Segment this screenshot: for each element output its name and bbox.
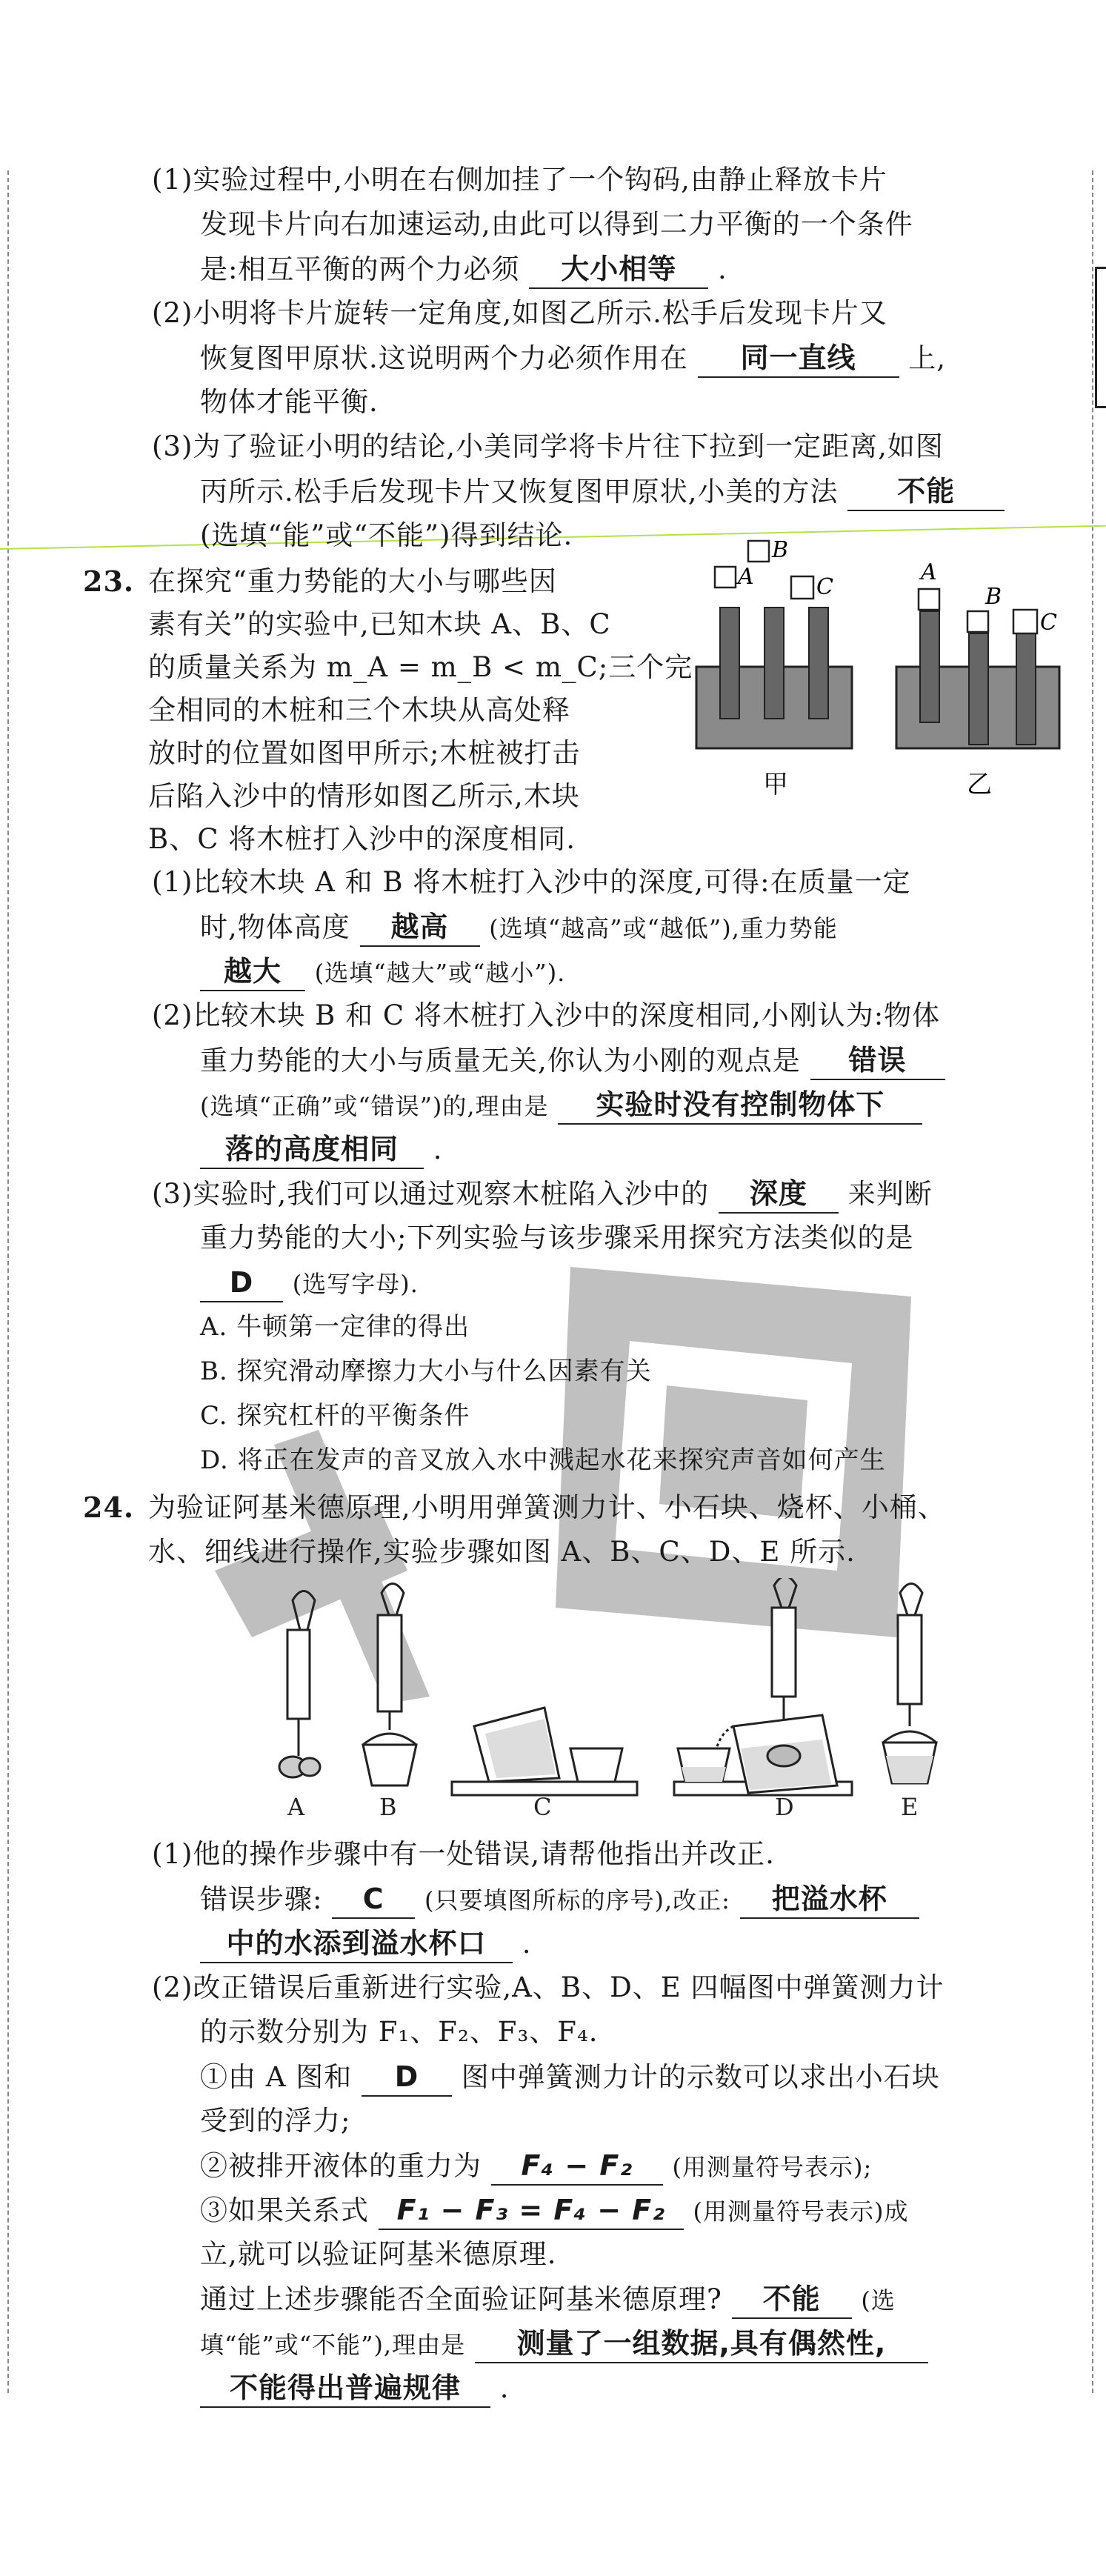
q23-p2-line3 bbox=[200, 1086, 922, 1125]
q23-p2-line4 bbox=[200, 1131, 443, 1169]
jia-label-C: C bbox=[816, 574, 833, 600]
q23-p1-note2: (选填“越大”或“越小”). bbox=[314, 959, 566, 987]
q24-p1-line1: (1)他的操作步骤中有一处错误,请帮他指出并改正. bbox=[152, 1838, 775, 1870]
q23-p2-text: 重力势能的大小与质量无关,你认为小刚的观点是 bbox=[200, 1045, 801, 1076]
q22-p3-text: 丙所示.松手后发现卡片又恢复图甲原状,小美的方法 bbox=[200, 476, 839, 507]
q24-p2-step3b: 立,就可以验证阿基米德原理. bbox=[200, 2238, 557, 2270]
q24-answer-5[interactable]: F₁ − F₃ = F₄ − F₂ bbox=[379, 2191, 684, 2230]
q24-p2-step1 bbox=[200, 2058, 940, 2097]
q23-p1-line3 bbox=[200, 953, 565, 991]
q24-step2-text: ②被排开液体的重力为 bbox=[200, 2150, 482, 2182]
q23-p1-line2 bbox=[200, 908, 838, 947]
q24-step1-text: ①由 A 图和 bbox=[200, 2061, 353, 2093]
q23-p3-text1: (3)实验时,我们可以通过观察木桩陷入沙中的 bbox=[152, 1178, 710, 1210]
fig-label-A: A bbox=[287, 1793, 305, 1821]
q23-answer-6[interactable]: D bbox=[200, 1264, 283, 1302]
q24-stem-2: 水、细线进行操作,实验步骤如图 A、B、C、D、E 所示. bbox=[148, 1536, 856, 1568]
figure-C bbox=[452, 1708, 637, 1821]
yi-label-A: A bbox=[921, 559, 937, 585]
q24-step1-text2: 图中弹簧测力计的示数可以求出小石块 bbox=[461, 2061, 940, 2093]
q24-p2-step2 bbox=[200, 2147, 872, 2186]
fig-label-D: D bbox=[775, 1793, 794, 1821]
q22-answer-3[interactable]: 不能 bbox=[847, 473, 1005, 511]
q24-p1-line3 bbox=[200, 1925, 532, 1963]
q22-p1-line3 bbox=[200, 250, 727, 289]
yi-label-B: B bbox=[985, 584, 1002, 610]
q24-answer-6[interactable]: 不能 bbox=[732, 2280, 852, 2319]
q22-p2-line2 bbox=[200, 339, 946, 378]
q23-answer-1[interactable]: 越高 bbox=[360, 908, 480, 947]
q23-option-b: B. 探究滑动摩擦力大小与什么因素有关 bbox=[200, 1357, 652, 1386]
q24-p2-step1b: 受到的浮力; bbox=[200, 2105, 351, 2137]
q24-p1-line2 bbox=[200, 1880, 919, 1919]
binding-edge-right bbox=[1092, 170, 1093, 2393]
q24-answer-4[interactable]: F₄ − F₂ bbox=[491, 2147, 663, 2186]
q24-conclusion-end: . bbox=[499, 2372, 510, 2404]
q24-answer-3[interactable]: D bbox=[362, 2058, 452, 2097]
fig-label-C: C bbox=[533, 1793, 552, 1821]
q22-p3-line2 bbox=[200, 473, 1005, 511]
q24-number: 24. bbox=[83, 1491, 135, 1524]
q24-answer-2a[interactable]: 把溢水杯 bbox=[740, 1880, 919, 1919]
q23-p2-line1: (2)比较木块 B 和 C 将木桩打入沙中的深度相同,小刚认为:物体 bbox=[152, 999, 941, 1031]
fig-label-B: B bbox=[379, 1793, 397, 1821]
q23-p3-line1 bbox=[152, 1175, 933, 1214]
q24-p2-conclusion3 bbox=[200, 2369, 510, 2408]
q23-p2-line2 bbox=[200, 1042, 945, 1080]
q23-p1-note1: (选填“越高”或“越低”),重力势能 bbox=[489, 914, 838, 942]
figure-A bbox=[279, 1591, 320, 1822]
q24-step3-note: (用测量符号表示)成 bbox=[693, 2197, 909, 2226]
q24-answer-2b[interactable]: 中的水添到溢水杯口 bbox=[200, 1925, 513, 1963]
q22-p1-line2: 发现卡片向右加速运动,由此可以得到二力平衡的一个条件 bbox=[200, 208, 913, 240]
q22-answer-2[interactable]: 同一直线 bbox=[698, 339, 899, 378]
q22-p3-line1: (3)为了验证小明的结论,小美同学将卡片往下拉到一定距离,如图 bbox=[152, 430, 944, 462]
q23-stem-1: 在探究“重力势能的大小与哪些因 bbox=[148, 565, 557, 597]
figure-label-yi: 乙 bbox=[967, 770, 992, 799]
q24-answer-7b[interactable]: 不能得出普遍规律 bbox=[200, 2369, 490, 2408]
q23-p3-line3 bbox=[200, 1264, 419, 1302]
q22-p1-line1: (1)实验过程中,小明在右侧加挂了一个钩码,由静止释放卡片 bbox=[152, 164, 887, 196]
q22-p1-end: . bbox=[718, 253, 727, 285]
binding-edge-left bbox=[7, 170, 9, 2393]
q24-p2-conclusion2 bbox=[200, 2325, 928, 2363]
q24-p1-end: . bbox=[522, 1928, 532, 1960]
fig-label-E: E bbox=[901, 1793, 919, 1821]
q23-figure bbox=[682, 533, 1082, 815]
q23-answer-4b[interactable]: 落的高度相同 bbox=[200, 1131, 424, 1169]
yi-label-C: C bbox=[1040, 610, 1057, 636]
q24-conclusion-note2: 填“能”或“不能”),理由是 bbox=[200, 2331, 466, 2359]
page-tab-mark bbox=[1095, 267, 1106, 408]
q23-answer-4a[interactable]: 实验时没有控制物体下 bbox=[558, 1086, 922, 1125]
q23-stem-4: 全相同的木桩和三个木块从高处释 bbox=[148, 694, 570, 726]
q24-conclusion-text: 通过上述步骤能否全面验证阿基米德原理? bbox=[200, 2283, 722, 2315]
q24-p2-line1: (2)改正错误后重新进行实验,A、B、D、E 四幅图中弹簧测力计 bbox=[152, 1971, 945, 2003]
q23-stem-5: 放时的位置如图甲所示;木桩被打击 bbox=[148, 737, 581, 769]
q22-p1-text: 是:相互平衡的两个力必须 bbox=[200, 253, 520, 285]
q22-answer-1[interactable]: 大小相等 bbox=[529, 250, 708, 289]
q23-stem-7: B、C 将木桩打入沙中的深度相同. bbox=[148, 823, 576, 855]
q22-p2-line1: (2)小明将卡片旋转一定角度,如图乙所示.松手后发现卡片又 bbox=[152, 297, 887, 329]
q22-p3-line3: (选填“能”或“不能”)得到结论. bbox=[200, 519, 573, 551]
figure-D bbox=[674, 1578, 852, 1821]
q24-stem-1: 为验证阿基米德原理,小明用弹簧测力计、小石块、烧杯、小桶、 bbox=[148, 1491, 946, 1523]
figure-jia bbox=[696, 537, 852, 799]
q23-stem-6: 后陷入沙中的情形如图乙所示,木块 bbox=[148, 780, 580, 812]
q23-p3-note: (选写字母). bbox=[292, 1270, 419, 1298]
q23-p2-note: (选填“正确”或“错误”)的,理由是 bbox=[200, 1092, 549, 1120]
q24-p1-note: (只要填图所标的序号),改正: bbox=[424, 1886, 730, 1914]
q24-p1-text: 错误步骤: bbox=[200, 1883, 323, 1915]
q24-p2-conclusion1 bbox=[200, 2280, 896, 2319]
q23-stem-3: 的质量关系为 m_A = m_B < m_C;三个完 bbox=[148, 651, 693, 683]
q24-p2-line2: 的示数分别为 F₁、F₂、F₃、F₄. bbox=[200, 2016, 599, 2048]
q23-option-a: A. 牛顿第一定律的得出 bbox=[200, 1312, 470, 1342]
q23-option-d: D. 将正在发声的音叉放入水中溅起水花来探究声音如何产生 bbox=[200, 1445, 886, 1475]
q23-answer-2[interactable]: 越大 bbox=[200, 953, 305, 991]
q24-figure bbox=[252, 1578, 993, 1830]
q24-step2-note: (用测量符号表示); bbox=[672, 2153, 873, 2181]
q24-step3-text: ③如果关系式 bbox=[200, 2194, 369, 2226]
q23-p2-end: . bbox=[433, 1134, 443, 1165]
figure-E bbox=[883, 1584, 936, 1822]
q23-answer-3[interactable]: 错误 bbox=[810, 1042, 945, 1080]
q22-p2-line3: 物体才能平衡. bbox=[200, 386, 379, 418]
q23-number: 23. bbox=[83, 565, 135, 598]
q23-option-c: C. 探究杠杆的平衡条件 bbox=[200, 1401, 470, 1431]
figure-label-jia: 甲 bbox=[763, 770, 788, 799]
q24-answer-1[interactable]: C bbox=[332, 1880, 415, 1919]
q23-p1-text: 时,物体高度 bbox=[200, 911, 350, 943]
jia-label-B: B bbox=[772, 537, 789, 563]
q23-p1-line1: (1)比较木块 A 和 B 将木桩打入沙中的深度,可得:在质量一定 bbox=[152, 866, 911, 898]
q22-p2-end: 上, bbox=[908, 342, 947, 374]
q23-p3-line2: 重力势能的大小;下列实验与该步骤采用探究方法类似的是 bbox=[200, 1222, 914, 1254]
q24-conclusion-note: (选 bbox=[861, 2286, 896, 2314]
q24-p2-step3 bbox=[200, 2191, 909, 2230]
figure-B bbox=[363, 1584, 416, 1822]
q24-answer-7a[interactable]: 测量了一组数据,具有偶然性, bbox=[475, 2325, 928, 2363]
jia-label-A: A bbox=[738, 564, 754, 590]
figure-yi bbox=[896, 559, 1059, 799]
q23-p3-text2: 来判断 bbox=[847, 1178, 933, 1210]
q22-p2-text: 恢复图甲原状.这说明两个力必须作用在 bbox=[200, 342, 688, 374]
q23-stem-2: 素有关”的实验中,已知木块 A、B、C bbox=[148, 608, 611, 640]
q23-answer-5[interactable]: 深度 bbox=[719, 1175, 839, 1214]
